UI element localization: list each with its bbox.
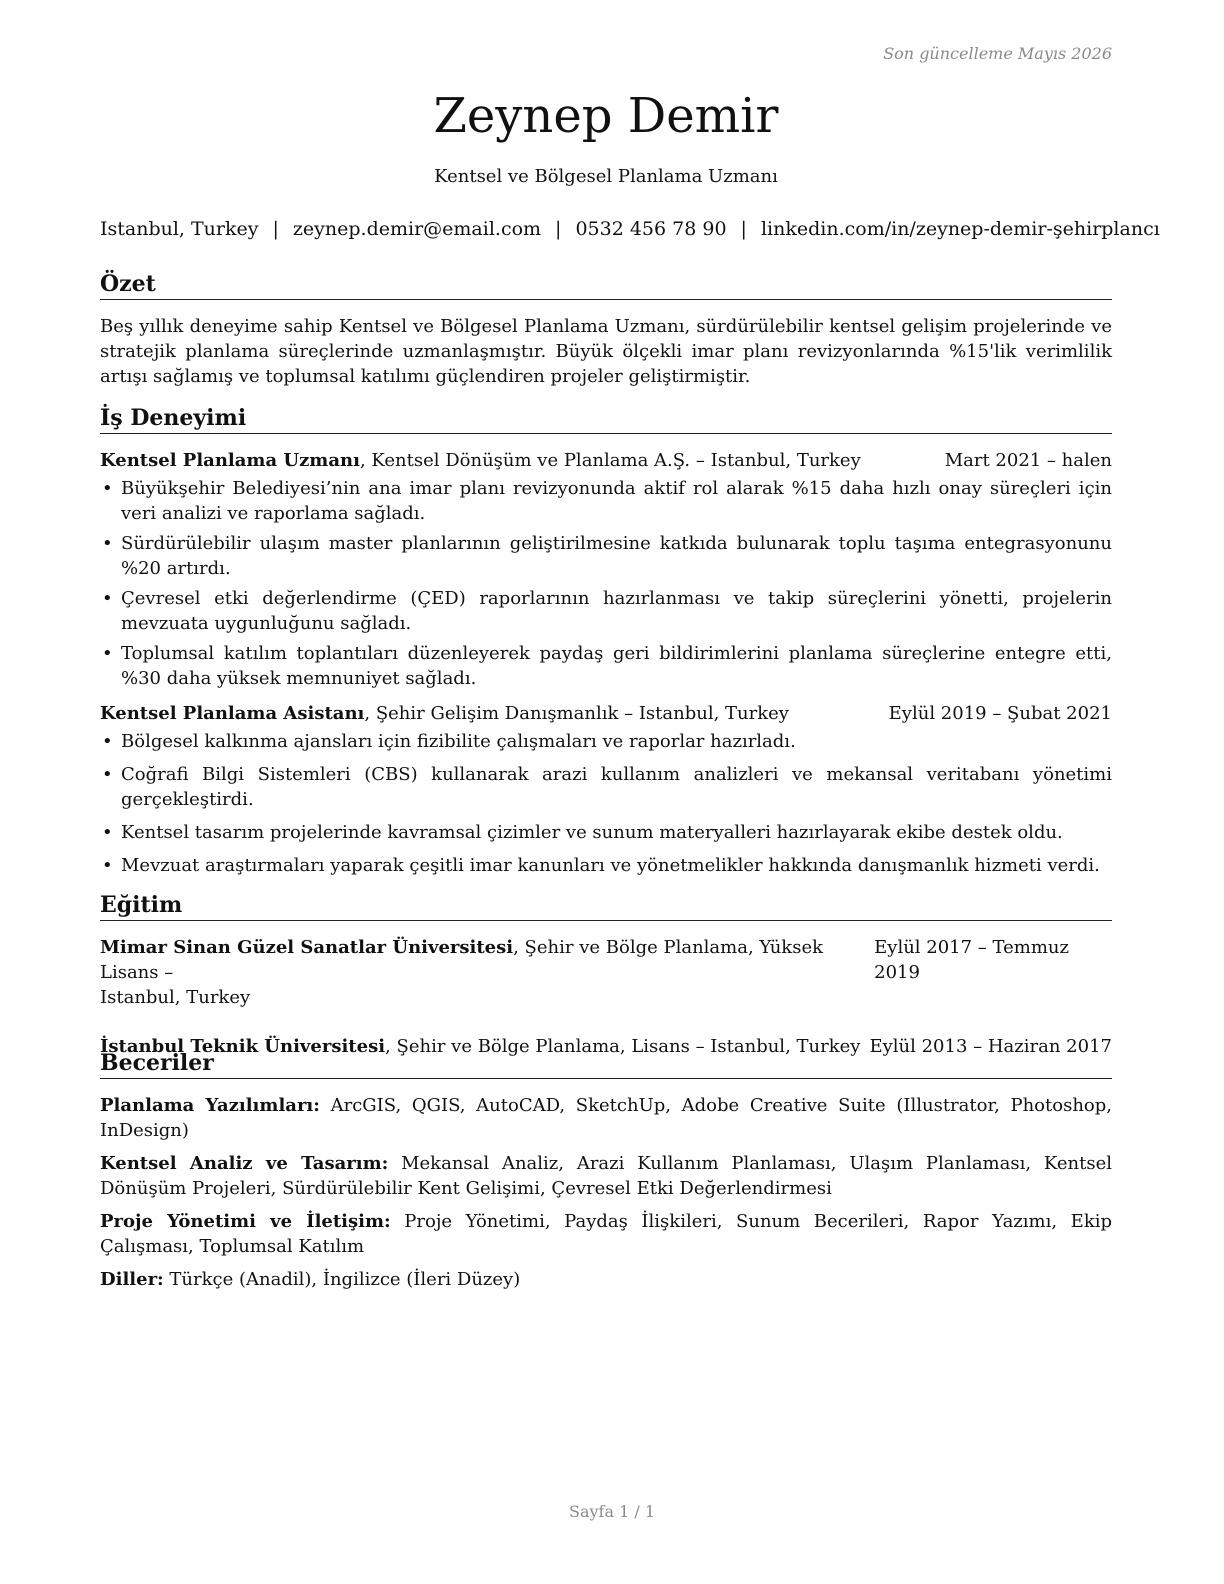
job-header	[100, 448, 1112, 473]
summary-section	[100, 270, 1112, 389]
skill-label: Proje Yönetimi ve İletişim:	[100, 1211, 391, 1232]
job-entry	[100, 448, 1112, 691]
education-dates: Eylül 2013 – Haziran 2017	[869, 1036, 1112, 1057]
skill-row	[100, 1267, 1112, 1292]
job-bullet: • Çevresel etki değerlendirme (ÇED) raporlarının hazırlanması ve takip süreçlerini yönetti, projelerin mevzuata uygunluğunu sağladı.	[100, 586, 1112, 636]
contact-phone[interactable]: 0532 456 78 90	[575, 218, 727, 240]
job-dates: Eylül 2019 – Şubat 2021	[888, 703, 1112, 724]
education-detail: , Şehir ve Bölge Planlama, Lisans – Istanbul, Turkey	[385, 1036, 861, 1057]
job-bullet: • Toplumsal katılım toplantıları düzenleyerek paydaş geri bildirimlerini planlama süreçlerine entegre etti, %30 daha yüksek memnuniyet sağladı.	[100, 641, 1112, 691]
job-entry	[100, 701, 1112, 878]
job-company: , Kentsel Dönüşüm ve Planlama A.Ş. – Istanbul, Turkey	[359, 450, 861, 471]
contact-email[interactable]: zeynep.demir@email.com	[292, 218, 542, 240]
skill-value: ArcGIS, QGIS, AutoCAD, SketchUp, Adobe Creative Suite (Illustrator, Photoshop, InDesign)	[100, 1095, 1112, 1141]
skill-label: Kentsel Analiz ve Tasarım:	[100, 1153, 389, 1174]
experience-section	[100, 404, 1112, 886]
education-location: Istanbul, Turkey	[100, 987, 251, 1008]
candidate-name: Zeynep Demir	[433, 88, 779, 144]
job-dates: Mart 2021 – halen	[944, 450, 1112, 471]
education-section	[100, 891, 1112, 1059]
skills-heading: Beceriler	[100, 1049, 1112, 1079]
skill-row	[100, 1151, 1112, 1201]
job-bullets	[100, 729, 1112, 878]
job-bullet: • Büyükşehir Belediyesi’nin ana imar planı revizyonunda aktif rol alarak %15 daha hızlı onay süreçleri için veri analizi ve raporlama sağladı.	[100, 476, 1112, 526]
summary-heading: Özet	[100, 270, 1112, 300]
skill-value: Proje Yönetimi, Paydaş İlişkileri, Sunum Becerileri, Rapor Yazımı, Ekip Çalışması, Toplumsal Katılım	[100, 1211, 1112, 1257]
skill-label: Planlama Yazılımları:	[100, 1095, 320, 1116]
contact-location: Istanbul, Turkey	[100, 218, 259, 240]
skill-value: Türkçe (Anadil), İngilizce (İleri Düzey)	[163, 1269, 521, 1290]
education-school: Mimar Sinan Güzel Sanatlar Üniversitesi	[100, 937, 514, 958]
education-dates: Eylül 2017 – Temmuz 2019	[874, 937, 1070, 983]
skills-section	[100, 1049, 1112, 1300]
last-updated-note: Son güncelleme Mayıs 2026	[883, 44, 1112, 63]
education-school: İstanbul Teknik Üniversitesi	[100, 1036, 386, 1057]
contact-separator: |	[555, 218, 562, 240]
contact-line	[100, 218, 1160, 240]
job-company: , Şehir Gelişim Danışmanlık – Istanbul, Turkey	[364, 703, 789, 724]
job-header	[100, 701, 1112, 726]
job-role: Kentsel Planlama Asistanı	[100, 703, 365, 724]
education-heading: Eğitim	[100, 891, 1112, 921]
skill-value: Mekansal Analiz, Arazi Kullanım Planlaması, Ulaşım Planlaması, Kentsel Dönüşüm Projeleri, Sürdürülebilir Kent Gelişimi, Çevresel Etki Değerlendirmesi	[100, 1153, 1112, 1199]
education-detail: , Şehir ve Bölge Planlama, Yüksek Lisans –	[100, 937, 824, 983]
skill-row	[100, 1093, 1112, 1143]
contact-separator: |	[272, 218, 279, 240]
skill-label: Diller:	[100, 1269, 164, 1290]
contact-separator: |	[740, 218, 747, 240]
job-bullet: • Sürdürülebilir ulaşım master planlarının geliştirilmesine katkıda bulunarak toplu taşıma entegrasyonunu %20 artırdı.	[100, 531, 1112, 581]
job-bullet: • Kentsel tasarım projelerinde kavramsal çizimler ve sunum materyalleri hazırlayarak ekibe destek oldu.	[100, 820, 1112, 845]
job-bullets	[100, 476, 1112, 691]
skills-list	[100, 1093, 1112, 1292]
summary-text: Beş yıllık deneyime sahip Kentsel ve Bölgesel Planlama Uzmanı, sürdürülebilir kentsel gelişim projelerinde ve stratejik planlama süreçlerinde uzmanlaşmıştır. Büyük ölçekli imar planı revizyonlarında %15'lik verimlilik artışı sağlamış ve toplumsal katılımı güçlendiren projeler geliştirmiştir.	[100, 316, 1112, 387]
job-bullet: • Coğrafi Bilgi Sistemleri (CBS) kullanarak arazi kullanım analizleri ve mekansal veritabanı yönetimi gerçekleştirdi.	[100, 762, 1112, 812]
candidate-title: Kentsel ve Bölgesel Planlama Uzmanı	[434, 166, 778, 187]
education-entry	[100, 935, 1112, 1010]
skill-row	[100, 1209, 1112, 1259]
job-role: Kentsel Planlama Uzmanı	[100, 450, 360, 471]
page-number: Sayfa 1 / 1	[568, 1502, 655, 1521]
job-bullet: • Bölgesel kalkınma ajansları için fizibilite çalışmaları ve raporlar hazırladı.	[100, 729, 1112, 754]
contact-linkedin[interactable]: linkedin.com/in/zeynep-demir-şehirplancı	[760, 218, 1160, 240]
job-bullet: • Mevzuat araştırmaları yaparak çeşitli imar kanunları ve yönetmelikler hakkında danışmanlık hizmeti verdi.	[100, 853, 1112, 878]
experience-heading: İş Deneyimi	[100, 404, 1112, 434]
